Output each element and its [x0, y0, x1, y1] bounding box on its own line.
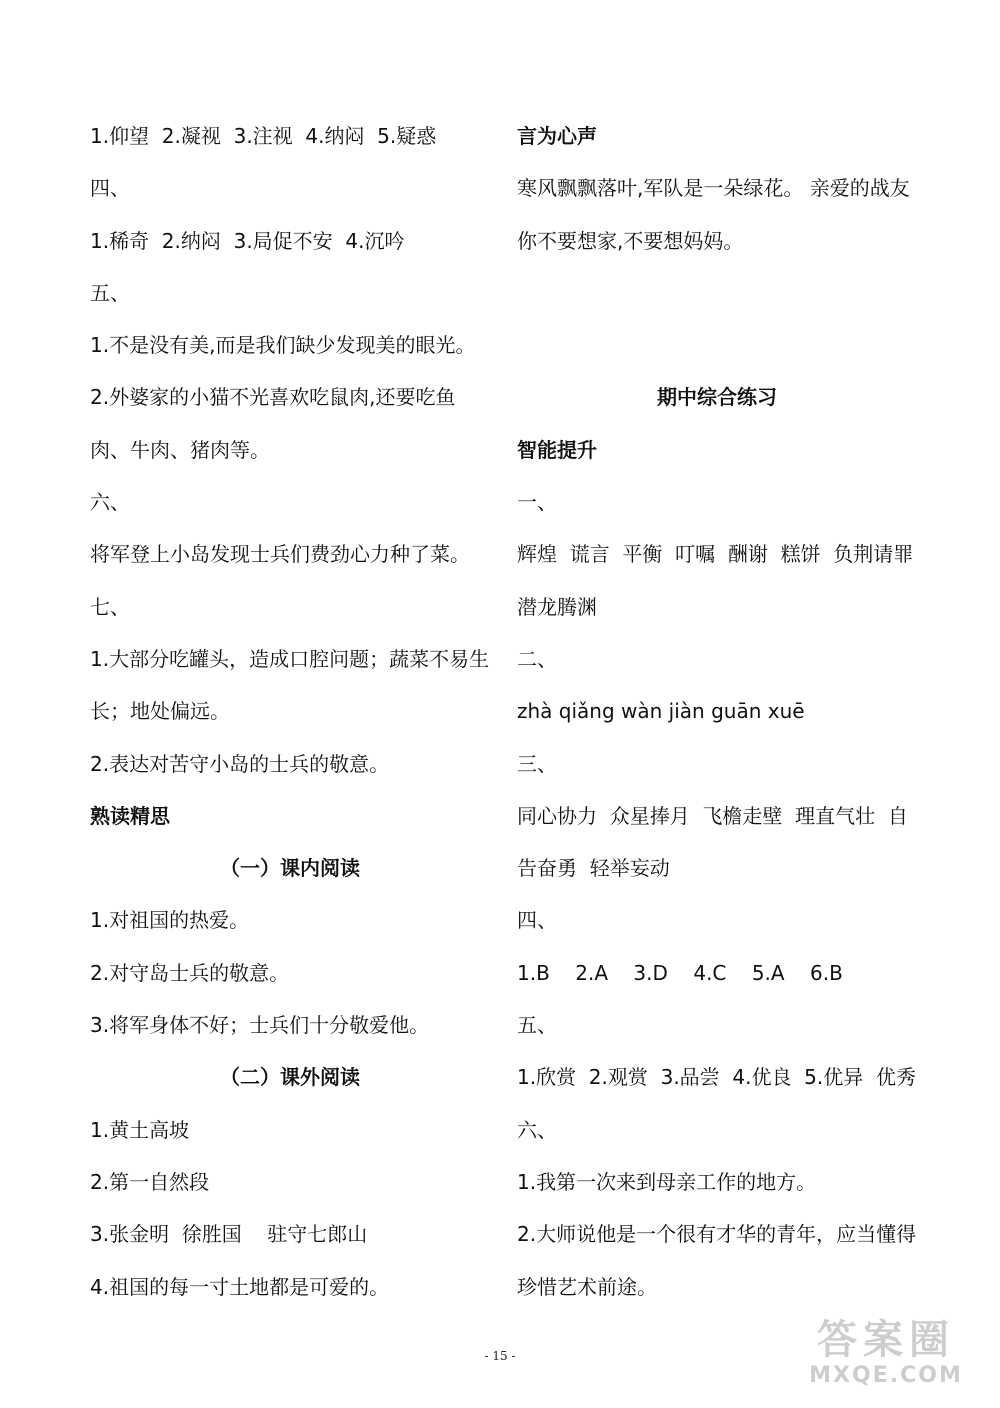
right-column-line: 珍惜艺术前途。 [517, 1274, 657, 1299]
right-column [517, 110, 917, 1313]
right-column-line: 六、 [517, 1117, 557, 1142]
left-column-line: 2.第一自然段 [90, 1169, 210, 1194]
right-column-line: 智能提升 [517, 437, 597, 462]
left-column-line: （二）课外阅读 [220, 1065, 360, 1090]
left-column-line: （一）课内阅读 [220, 856, 360, 881]
left-column-line: 2.外婆家的小猫不光喜欢吃鼠肉,还要吃鱼 [90, 385, 456, 410]
left-column-line: 4.祖国的每一寸土地都是可爱的。 [90, 1274, 390, 1299]
left-column-line: 1.稀奇 2.纳闷 3.局促不安 4.沉吟 [90, 228, 405, 253]
left-column [90, 110, 490, 1313]
left-column-line: 2.表达对苦守小岛的士兵的敬意。 [90, 751, 390, 776]
right-column-line: 你不要想家,不要想妈妈。 [517, 228, 744, 253]
right-column-line: 1.B 2.A 3.D 4.C 5.A 6.B [517, 960, 843, 985]
watermark-logo [786, 1318, 986, 1398]
left-column-line: 1.不是没有美,而是我们缺少发现美的眼光。 [90, 333, 476, 358]
page-number: - 15 - [484, 1349, 516, 1363]
left-column-line: 1.仰望 2.凝视 3.注视 4.纳闷 5.疑惑 [90, 124, 437, 148]
right-column-line: 同心协力 众星捧月 飞檐走壁 理直气壮 自 [517, 803, 908, 828]
right-column-line: 三、 [517, 751, 557, 776]
right-column-line [517, 319, 917, 371]
right-column-line: 寒风飘飘落叶,军队是一朵绿花。 亲爱的战友 [517, 176, 910, 201]
left-column-line: 七、 [90, 594, 130, 619]
right-column-line: 1.我第一次来到母亲工作的地方。 [517, 1169, 817, 1194]
left-column-line: 1.大部分吃罐头，造成口腔问题；蔬菜不易生 [90, 646, 490, 671]
left-column-line: 3.将军身体不好；士兵们十分敬爱他。 [90, 1013, 430, 1038]
left-column-line: 长；地处偏远。 [90, 699, 230, 724]
left-column-line: 六、 [90, 490, 130, 515]
left-column-line: 五、 [90, 280, 130, 305]
left-column-line: 熟读精思 [90, 803, 170, 828]
left-column-line: 肉、牛肉、猪肉等。 [90, 437, 270, 462]
right-column-line: 二、 [517, 646, 557, 671]
right-column-line: 期中综合练习 [657, 385, 777, 410]
right-column-line: zhà qiǎng wàn jiàn guān xuē [517, 699, 805, 724]
left-column-line: 将军登上小岛发现士兵们费劲心力种了菜。 [90, 542, 470, 567]
right-column-line: 言为心声 [517, 124, 597, 148]
left-column-line: 2.对守岛士兵的敬意。 [90, 960, 290, 985]
right-column-line: 辉煌 谎言 平衡 叮嘱 酬谢 糕饼 负荆请罪 [517, 542, 914, 567]
right-column-line: 1.欣赏 2.观赏 3.品尝 4.优良 5.优异 优秀 [517, 1065, 916, 1090]
watermark-url: MXQE.COM [809, 1363, 963, 1388]
left-column-line: 四、 [90, 176, 130, 201]
left-column-line: 1.黄土高坡 [90, 1117, 190, 1142]
watermark-title: 答案圈 [817, 1317, 955, 1363]
left-column-line: 1.对祖国的热爱。 [90, 908, 250, 933]
right-column-line: 潜龙腾渊 [517, 594, 597, 619]
right-column-line: 一、 [517, 490, 557, 515]
right-column-line: 告奋勇 轻举妄动 [517, 856, 670, 881]
left-column-line: 3.张金明 徐胜国 驻守七郎山 [90, 1222, 368, 1247]
right-column-line: 五、 [517, 1013, 557, 1038]
right-column-line: 2.大师说他是一个很有才华的青年，应当懂得 [517, 1222, 917, 1247]
right-column-line [517, 267, 917, 319]
right-column-line: 四、 [517, 908, 557, 933]
